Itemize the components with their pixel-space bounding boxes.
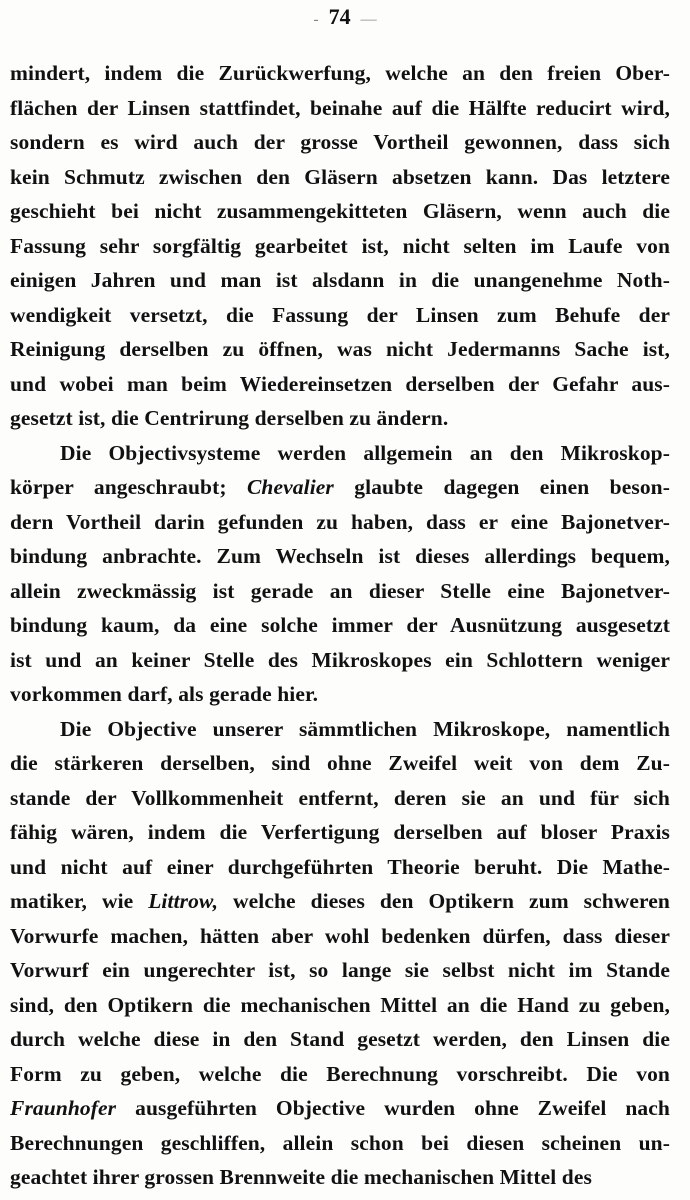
text-line: durch welche diese in den Stand gesetzt werden, den Linsen die [10, 1027, 670, 1051]
paragraph [10, 56, 670, 436]
header-dash-right: — [360, 11, 377, 28]
text-line: mindert, indem die Zurückwerfung, welche an den freien Ober- [10, 61, 670, 85]
text-line: wendigkeit versetzt, die Fassung der Linsen zum Behufe der [10, 302, 670, 327]
text-line: geachtet ihrer grossen Brennweite die mechanischen Mittel des [10, 1165, 592, 1189]
text-line: bindung kaum, da eine solche immer der Ausnützung ausgesetzt [10, 613, 670, 637]
text-line: Fassung sehr sorgfältig gearbeitet ist, nicht selten im Laufe von [10, 233, 670, 258]
text-line: geschieht bei nicht zusammengekitteten Gläsern, wenn auch die [10, 199, 670, 223]
text-line: Berechnungen geschliffen, allein schon bei diesen scheinen un- [10, 1130, 670, 1155]
person-name: Chevalier [246, 475, 334, 499]
text-line: Vorwurf ein ungerechter ist, so lange sie selbst nicht im Stande [10, 958, 670, 982]
header-dash-left: - [313, 11, 319, 28]
text-line: flächen der Linsen stattfindet, beinahe auf die Hälfte reducirt wird, [10, 95, 670, 120]
person-name: Fraunhofer [10, 1096, 117, 1120]
page-number: 74 [328, 4, 351, 29]
person-name: Littrow, [148, 889, 219, 913]
text-line: und nicht auf einer durchgeführten Theorie beruht. Die Mathe- [10, 854, 670, 879]
text-line: Die Objective unserer sämmtlichen Mikroskope, namentlich [60, 716, 670, 741]
text-line: ist und an keiner Stelle des Mikroskopes ein Schlottern weniger [10, 647, 670, 672]
text-line: Form zu geben, welche die Berechnung vorschreibt. Die von [10, 1061, 670, 1086]
text-line: stande der Vollkommenheit entfernt, deren sie an und für sich [10, 785, 670, 810]
paragraph [10, 436, 670, 712]
text-line: Die Objectivsysteme werden allgemein an den Mikroskop- [60, 440, 670, 465]
text-line: sind, den Optikern die mechanischen Mittel an die Hand zu geben, [10, 992, 670, 1017]
text-line: fähig wären, indem die Verfertigung derselben auf bloser Praxis [10, 820, 670, 844]
text-line: matiker, wie Littrow, welche dieses den Optikern zum schweren [10, 889, 670, 913]
text-line: kein Schmutz zwischen den Gläsern absetzen kann. Das letztere [10, 164, 670, 189]
text-line: körper angeschraubt; Chevalier glaubte dagegen einen beson- [10, 475, 670, 499]
text-line: und wobei man beim Wiedereinsetzen derselben der Gefahr aus- [10, 371, 670, 396]
text-line: bindung anbrachte. Zum Wechseln ist dieses allerdings bequem, [10, 544, 670, 568]
text-line: allein zweckmässig ist gerade an dieser Stelle eine Bajonetver- [10, 578, 670, 603]
page-number-header [0, 4, 690, 30]
text-line: die stärkeren derselben, sind ohne Zweifel weit von dem Zu- [10, 751, 670, 775]
text-line: Reinigung derselben zu öffnen, was nicht Jedermanns Sache ist, [10, 337, 670, 361]
text-line: vorkommen darf, als gerade hier. [10, 682, 319, 706]
paragraph [10, 712, 670, 1195]
text-line: dern Vortheil darin gefunden zu haben, dass er eine Bajonetver- [10, 509, 670, 534]
text-line: Fraunhofer ausgeführten Objective wurden ohne Zweifel nach [10, 1096, 670, 1120]
body-text [10, 56, 670, 1195]
text-line: sondern es wird auch der grosse Vortheil gewonnen, dass sich [10, 130, 670, 154]
text-line: Vorwurfe machen, hätten aber wohl bedenken dürfen, dass dieser [10, 923, 670, 948]
text-line: einigen Jahren und man ist alsdann in die unangenehme Noth- [10, 268, 670, 292]
text-line: gesetzt ist, die Centrirung derselben zu ändern. [10, 406, 449, 430]
